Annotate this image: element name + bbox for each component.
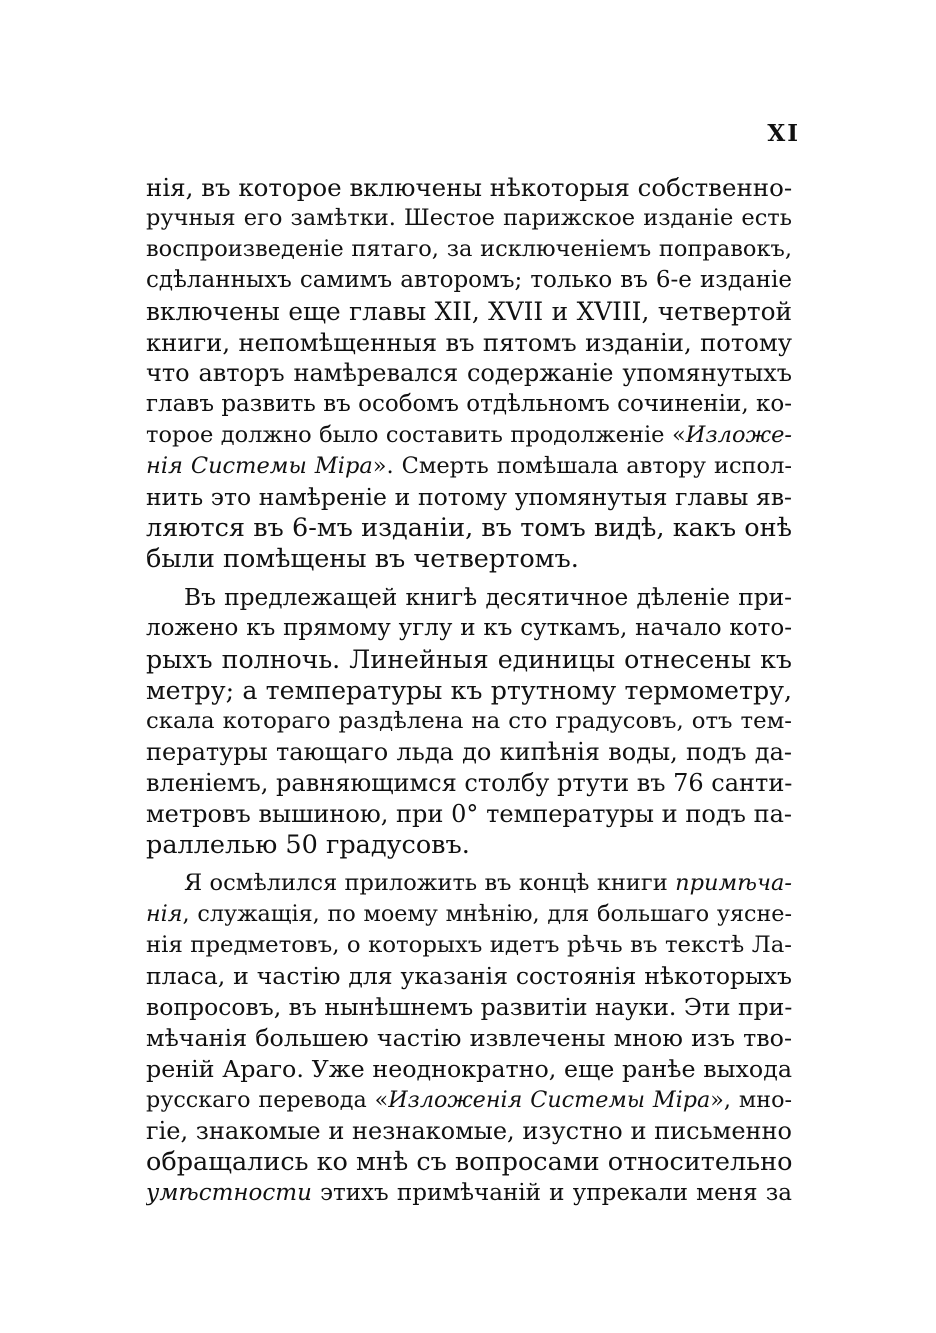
text-line bbox=[146, 358, 792, 389]
text-segment: главъ развить въ особомъ отдѣльномъ сочиненіи, ко- bbox=[146, 391, 792, 417]
text-segment: торое должно было составить продолженіе « bbox=[146, 422, 686, 448]
text-segment: русскаго перевода « bbox=[146, 1087, 389, 1113]
italic-text: нія bbox=[146, 901, 183, 927]
paragraph bbox=[146, 868, 792, 1209]
text-line bbox=[146, 868, 792, 899]
text-segment: , служащія, по моему мнѣнію, для большаго уясне- bbox=[182, 901, 792, 927]
text-segment: метру; а температуры къ ртутному термометру, bbox=[146, 676, 792, 705]
text-segment: пературы тающаго льда до кипѣнія воды, подъ да- bbox=[146, 738, 792, 766]
text-segment: нія предметовъ, о которыхъ идетъ рѣчь въ текстѣ Ла- bbox=[146, 932, 792, 958]
text-segment: », мно- bbox=[710, 1087, 792, 1113]
text-segment: что авторъ намѣревался содержаніе упомянутыхъ bbox=[146, 359, 792, 387]
text-line bbox=[146, 172, 792, 203]
text-segment: вленіемъ, равняющимся столбу ртути въ 76 санти- bbox=[146, 769, 792, 797]
text-segment: гіе, знакомые и незнакомые, изустно и письменно bbox=[146, 1117, 792, 1145]
text-segment: сдѣланныхъ самимъ авторомъ; только въ 6-е изданіе bbox=[146, 267, 792, 293]
text-line bbox=[146, 1054, 792, 1085]
text-segment: нія, въ которое включены нѣкоторыя собственно- bbox=[146, 173, 792, 202]
italic-text: Изложенія Системы Міра bbox=[388, 1087, 711, 1113]
text-segment: Въ предлежащей книгѣ десятичное дѣленіе при- bbox=[184, 584, 792, 611]
paragraph bbox=[146, 172, 792, 575]
text-segment: ляются въ 6-мъ изданіи, въ томъ видѣ, какъ онѣ bbox=[146, 513, 792, 543]
text-line bbox=[146, 799, 792, 830]
text-line bbox=[146, 265, 792, 296]
paragraph bbox=[146, 582, 792, 861]
text-segment: были помѣщены въ четвертомъ. bbox=[146, 544, 579, 574]
text-segment: включены еще главы XII, XVII и XVIII, четвертой bbox=[146, 297, 792, 326]
text-segment: обращались ко мнѣ съ вопросами относительно bbox=[146, 1147, 792, 1177]
text-line bbox=[146, 582, 792, 613]
text-segment: вопросовъ, въ нынѣшнемъ развитіи науки. Эти при- bbox=[146, 993, 792, 1021]
text-segment: скала котораго раздѣлена на сто градусовъ, отъ тем- bbox=[146, 708, 792, 734]
text-line bbox=[146, 706, 792, 737]
text-line bbox=[146, 1147, 792, 1178]
text-line bbox=[146, 992, 792, 1023]
text-line bbox=[146, 613, 792, 644]
italic-text: Изложе- bbox=[685, 422, 792, 448]
text-segment: ручныя его замѣтки. Шестое парижское изданіе есть bbox=[146, 205, 792, 231]
text-line bbox=[146, 451, 792, 482]
text-segment: Я осмѣлился приложить въ концѣ книги bbox=[184, 870, 676, 896]
text-segment: раллелью 50 градусовъ. bbox=[146, 830, 470, 860]
text-segment: воспроизведеніе пятаго, за исключеніемъ поправокъ, bbox=[146, 236, 792, 262]
text-segment: мѣчанія большею частію извлечены мною изъ тво- bbox=[146, 1024, 792, 1052]
text-segment: рыхъ полночь. Линейныя единицы отнесены къ bbox=[146, 645, 792, 674]
text-line bbox=[146, 203, 792, 234]
text-line bbox=[146, 830, 792, 861]
text-segment: метровъ вышиною, при 0° температуры и подъ па- bbox=[146, 800, 792, 828]
text-line bbox=[146, 961, 792, 992]
page-number: XI bbox=[767, 120, 800, 147]
text-line bbox=[146, 544, 792, 575]
text-segment: нить это намѣреніе и потому упомянутыя главы яв- bbox=[146, 483, 792, 511]
text-line bbox=[146, 644, 792, 675]
body-text bbox=[146, 172, 792, 1209]
text-line bbox=[146, 420, 792, 451]
text-line bbox=[146, 389, 792, 420]
text-line bbox=[146, 1116, 792, 1147]
italic-text: нія Системы Міра bbox=[146, 453, 373, 479]
text-line bbox=[146, 930, 792, 961]
italic-text: примѣча- bbox=[675, 870, 792, 896]
text-line bbox=[146, 234, 792, 265]
text-segment: ложено къ прямому углу и къ суткамъ, начало кото- bbox=[146, 615, 792, 641]
text-line bbox=[146, 327, 792, 358]
text-segment: книги, непомѣщенныя въ пятомъ изданіи, потому bbox=[146, 328, 792, 357]
text-line bbox=[146, 296, 792, 327]
text-segment: ». Смерть помѣшала автору испол- bbox=[372, 453, 792, 479]
text-line bbox=[146, 1178, 792, 1209]
text-segment: реній Араго. Уже неоднократно, еще ранѣе выхода bbox=[146, 1055, 792, 1083]
text-segment: этихъ примѣчаній и упрекали меня за bbox=[311, 1180, 792, 1206]
text-line bbox=[146, 899, 792, 930]
text-line bbox=[146, 768, 792, 799]
text-segment: пласа, и частію для указанія состоянія нѣкоторыхъ bbox=[146, 962, 792, 990]
text-line bbox=[146, 1085, 792, 1116]
text-line bbox=[146, 737, 792, 768]
text-line bbox=[146, 482, 792, 513]
text-line bbox=[146, 513, 792, 544]
text-line bbox=[146, 1023, 792, 1054]
italic-text: умѣстности bbox=[146, 1180, 312, 1206]
text-line bbox=[146, 675, 792, 706]
